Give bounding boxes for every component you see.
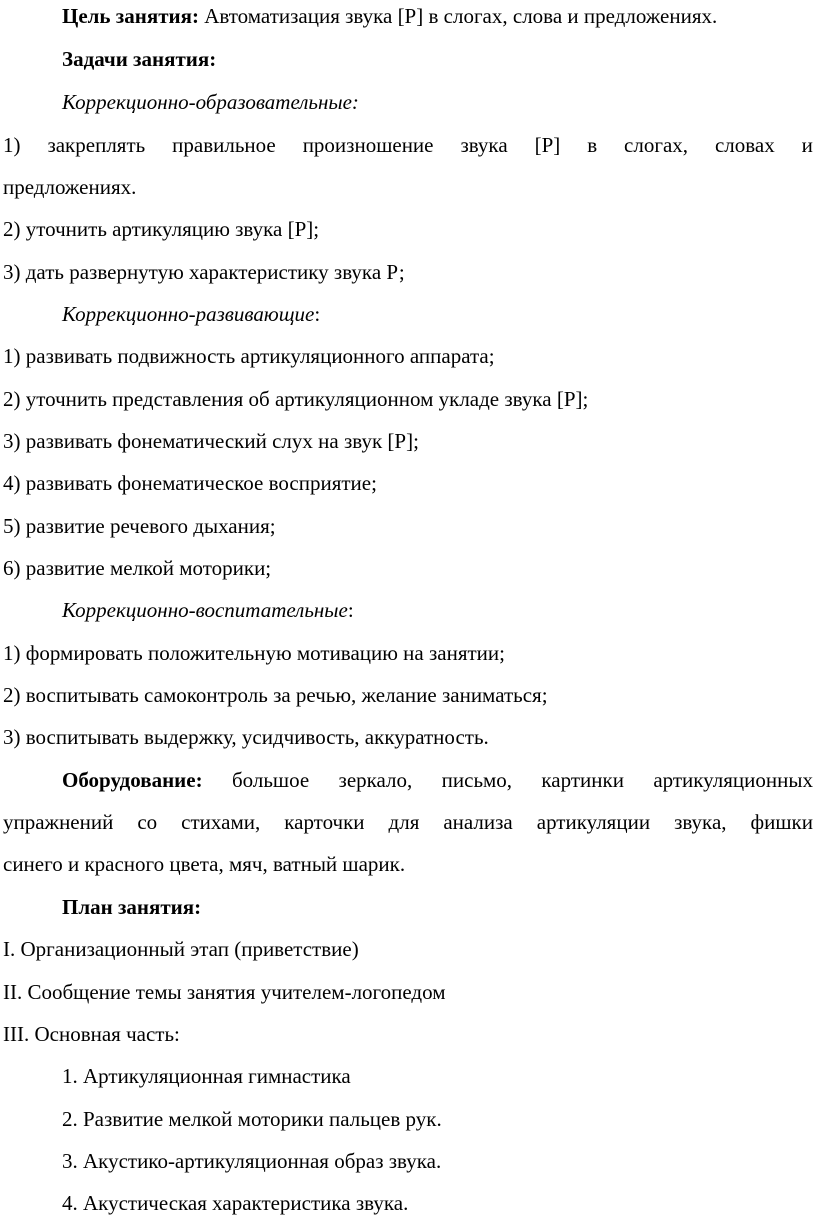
- group3-title: Коррекционно-воспитательные:: [62, 598, 354, 622]
- plan-item: I. Организационный этап (приветствие): [3, 937, 359, 961]
- group1-item1-line1: 1) закреплять правильное произношение звука [Р] в слогах, словах и: [3, 133, 813, 157]
- group3-item: 2) воспитывать самоконтроль за речью, желание заниматься;: [3, 683, 548, 707]
- goal-text: Автоматизация звука [Р] в слогах, слова и предложениях.: [198, 4, 718, 28]
- group1-title: Коррекционно-образовательные:: [62, 90, 359, 114]
- group2-item: 3) развивать фонематический слух на звук [Р];: [3, 429, 419, 453]
- group2-item: 4) развивать фонематическое восприятие;: [3, 471, 377, 495]
- group2-item: 2) уточнить представления об артикуляционном укладе звука [Р];: [3, 387, 589, 411]
- plan-item: III. Основная часть:: [3, 1022, 180, 1046]
- plan-subitem: 2. Развитие мелкой моторики пальцев рук.: [62, 1107, 442, 1131]
- plan-heading: План занятия:: [62, 895, 202, 919]
- group2-item: 5) развитие речевого дыхания;: [3, 514, 276, 538]
- equipment-line3: синего и красного цвета, мяч, ватный шарик.: [3, 852, 406, 876]
- group3-item: 1) формировать положительную мотивацию на занятии;: [3, 641, 505, 665]
- equipment-line2: упражнений со стихами, карточки для анализа артикуляции звука, фишки: [3, 810, 813, 834]
- group3-item: 3) воспитывать выдержку, усидчивость, аккуратность.: [3, 725, 489, 749]
- plan-subitem: 1. Артикуляционная гимнастика: [62, 1064, 351, 1088]
- equipment-line1: Оборудование: большое зеркало, письмо, картинки артикуляционных: [62, 768, 813, 792]
- plan-subitem: 4. Акустическая характеристика звука.: [62, 1191, 409, 1215]
- group2-item: 1) развивать подвижность артикуляционного аппарата;: [3, 344, 495, 368]
- group1-item1-line2: предложениях.: [3, 175, 137, 199]
- group2-title: Коррекционно-развивающие:: [62, 302, 321, 326]
- group1-item3: 3) дать развернутую характеристику звука Р;: [3, 260, 405, 284]
- tasks-heading: Задачи занятия:: [62, 47, 217, 71]
- group2-item: 6) развитие мелкой моторики;: [3, 556, 272, 580]
- plan-subitem: 3. Акустико-артикуляционная образ звука.: [62, 1149, 442, 1173]
- group1-item2: 2) уточнить артикуляцию звука [Р];: [3, 217, 320, 241]
- plan-item: II. Сообщение темы занятия учителем-логопедом: [3, 980, 446, 1004]
- goal-line: [62, 4, 717, 28]
- goal-label: Цель занятия:: [62, 4, 199, 28]
